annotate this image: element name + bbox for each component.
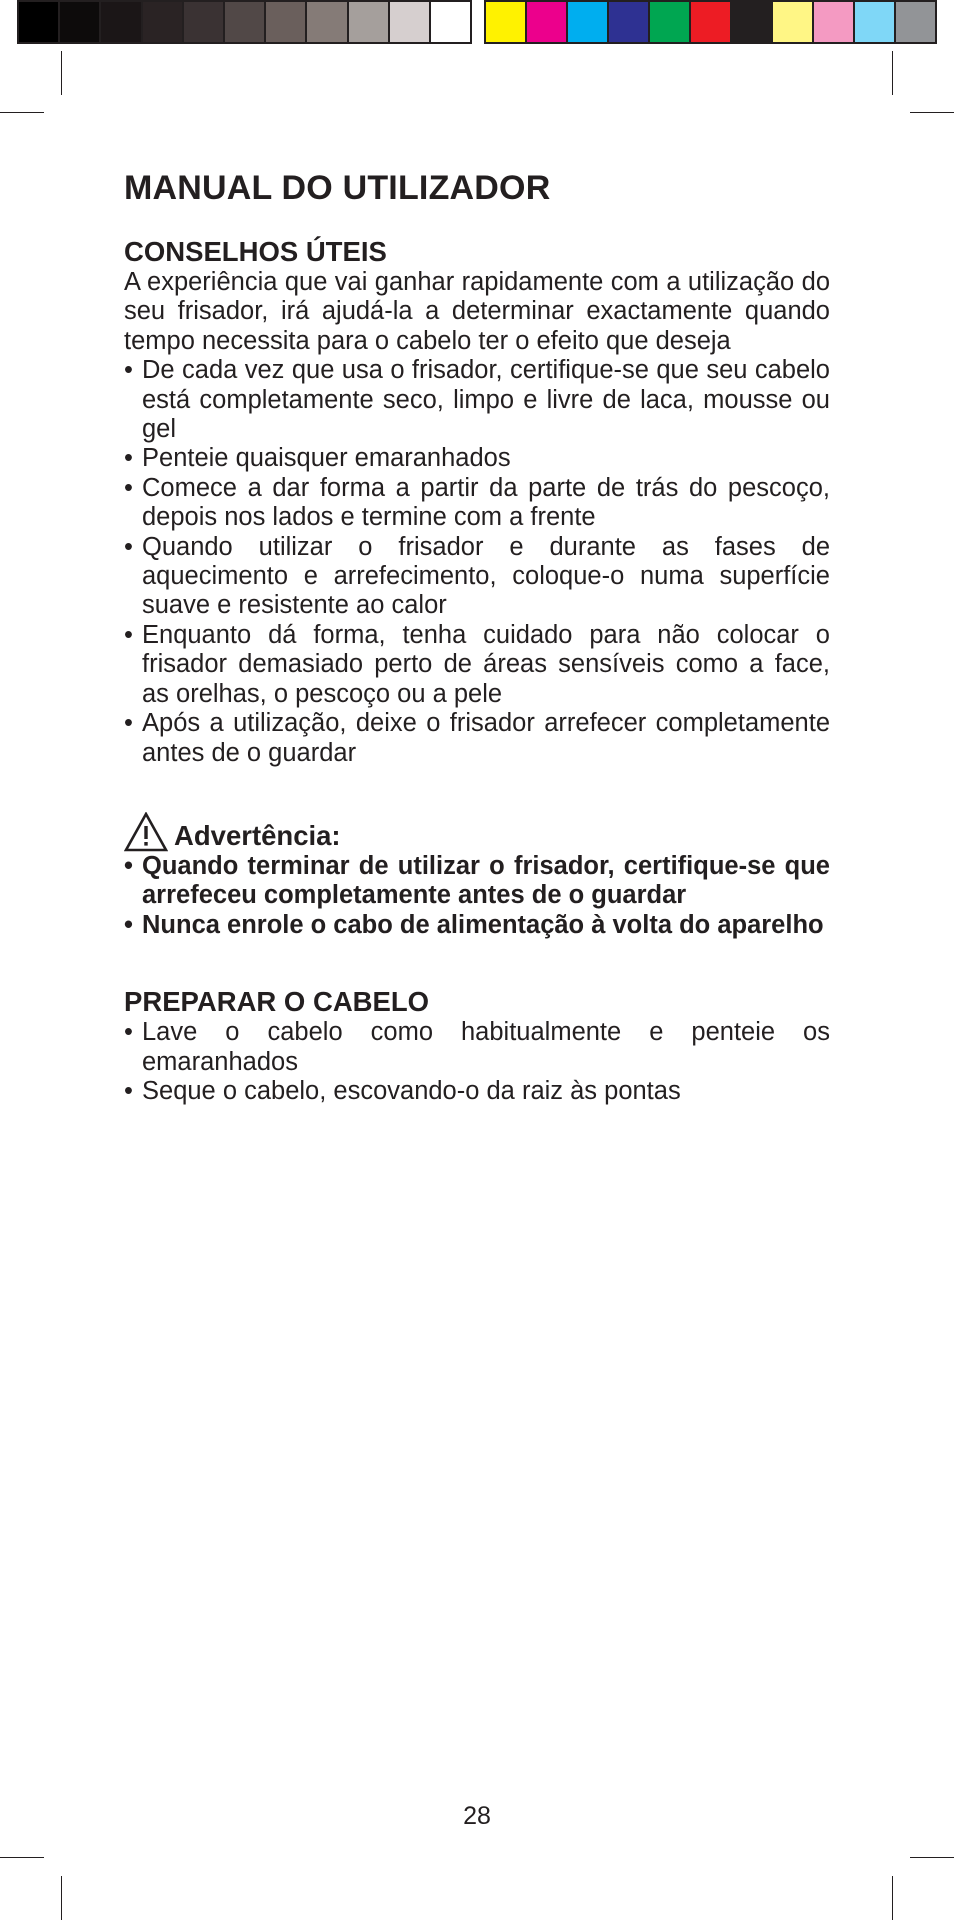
gray-swatch	[431, 2, 470, 42]
bullet-icon: •	[124, 709, 133, 738]
warning-heading-row	[124, 812, 830, 852]
color-swatch	[527, 2, 566, 42]
color-swatch	[609, 2, 648, 42]
list-item: • Nunca enrole o cabo de alimentação à volta do aparelho	[124, 910, 824, 939]
gray-swatch	[266, 2, 305, 42]
tips-intro: A experiência que vai ganhar rapidamente com a utilização do seu frisador, irá ajudá-la a determinar exactamente quando tempo necessita para o cabelo ter o efeito que deseja	[124, 268, 830, 355]
gray-swatch	[349, 2, 388, 42]
bullet-icon: •	[124, 444, 133, 473]
color-swatch	[650, 2, 689, 42]
color-swatch	[855, 2, 894, 42]
crop-mark	[910, 112, 954, 113]
list-item: • Enquanto dá forma, tenha cuidado para não colocar o frisador demasiado perto de áreas sensíveis como a face, as orelhas, o pescoço ou a pele	[124, 620, 830, 708]
color-swatch	[568, 2, 607, 42]
list-item: • Após a utilização, deixe o frisador arrefecer completamente antes de o guardar	[124, 709, 830, 767]
gray-swatch	[60, 2, 99, 42]
prepare-list	[124, 1018, 830, 1106]
gray-swatch	[390, 2, 429, 42]
page-title: MANUAL DO UTILIZADOR	[124, 169, 551, 207]
gray-swatch	[143, 2, 182, 42]
list-item: • Comece a dar forma a partir da parte de trás do pescoço, depois nos lados e termine com a frente	[124, 473, 830, 532]
color-swatch	[732, 2, 771, 42]
crop-mark	[892, 51, 893, 95]
color-swatch	[486, 2, 525, 42]
bullet-icon: •	[124, 620, 133, 649]
color-swatch	[691, 2, 730, 42]
list-item: • Seque o cabelo, escovando-o da raiz às pontas	[124, 1076, 681, 1105]
gray-swatch	[225, 2, 264, 42]
crop-mark	[910, 1857, 954, 1858]
manual-page-content	[124, 168, 830, 1106]
list-item: • Quando utilizar o frisador e durante as fases de aquecimento e arrefecimento, coloque-o numa superfície suave e resistente ao calor	[124, 532, 830, 620]
crop-mark	[0, 112, 44, 113]
list-item: • Penteie quaisquer emaranhados	[124, 444, 511, 473]
gray-swatch	[184, 2, 223, 42]
color-swatch	[814, 2, 853, 42]
crop-mark	[0, 1857, 44, 1858]
bullet-icon: •	[124, 1018, 133, 1047]
color-swatch	[896, 2, 935, 42]
page-number: 28	[463, 1802, 491, 1830]
tips-heading: CONSELHOS ÚTEIS	[124, 236, 387, 267]
gray-swatch	[19, 2, 58, 42]
gray-swatch	[101, 2, 140, 42]
warning-list	[124, 852, 830, 940]
process-color-calibration-bar	[484, 0, 937, 44]
list-item: • Lave o cabelo como habitualmente e penteie os emaranhados	[124, 1018, 830, 1076]
tips-list	[124, 356, 830, 768]
bullet-icon: •	[124, 473, 133, 502]
bullet-icon: •	[124, 910, 133, 939]
warning-triangle-icon	[124, 812, 168, 852]
gray-swatch	[307, 2, 346, 42]
bullet-icon: •	[124, 532, 133, 561]
color-swatch	[773, 2, 812, 42]
prepare-heading: PREPARAR O CABELO	[124, 986, 430, 1018]
bullet-icon: •	[124, 1076, 133, 1105]
crop-mark	[61, 1876, 62, 1920]
warning-heading: Advertência:	[174, 819, 341, 851]
bullet-icon: •	[124, 851, 133, 880]
crop-mark	[61, 51, 62, 95]
list-item: • Quando terminar de utilizar o frisador, certifique-se que arrefeceu completamente antes de o guardar	[124, 851, 830, 910]
bullet-icon: •	[124, 356, 133, 385]
grayscale-calibration-bar	[17, 0, 472, 44]
list-item: • De cada vez que usa o frisador, certifique-se que seu cabelo está completamente seco, limpo e livre de laca, mousse ou gel	[124, 356, 830, 444]
crop-mark	[892, 1876, 893, 1920]
